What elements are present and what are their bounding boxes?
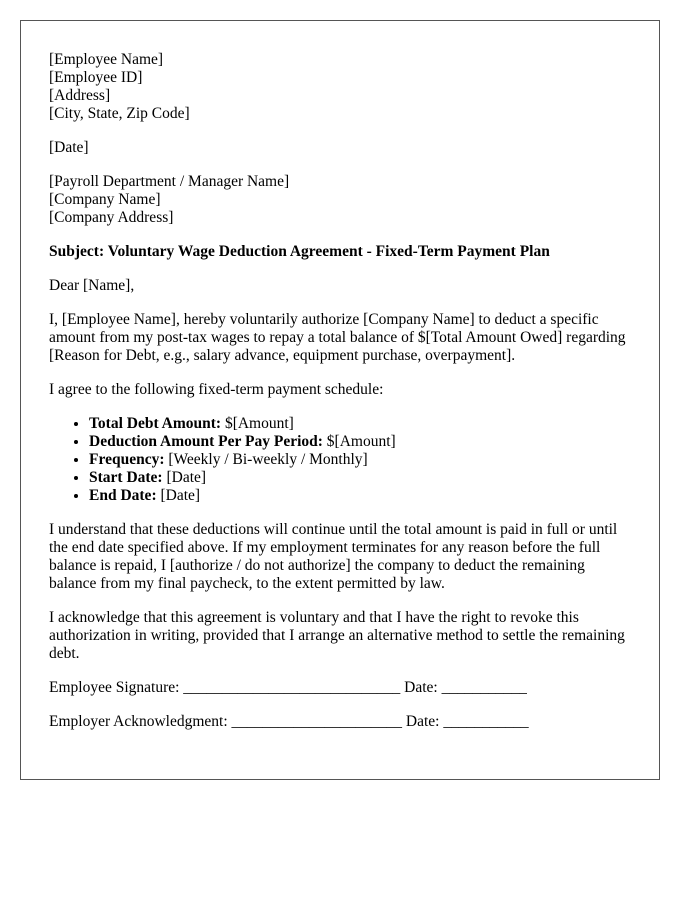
schedule-item-value: $[Amount]	[322, 433, 396, 450]
sender-address: [Address]	[49, 87, 111, 104]
schedule-item-value: $[Amount]	[221, 415, 294, 432]
schedule-item-label: Deduction Amount Per Pay Period:	[89, 433, 323, 450]
sender-id: [Employee ID]	[49, 69, 143, 86]
schedule-item-frequency	[89, 451, 631, 469]
sender-name: [Employee Name]	[49, 51, 164, 68]
employee-signature-line: Employee Signature: ____________________________ Date: ___________	[49, 679, 527, 696]
sender-city-state-zip: [City, State, Zip Code]	[49, 105, 190, 122]
termination-paragraph: I understand that these deductions will continue until the total amount is paid in full or until the end date specified above. If my employment terminates for any reason before the full balance is repaid, I [authorize / do not authorize] the company to deduct the remaining balance from my final paycheck, to the extent permitted by law.	[49, 521, 618, 592]
acknowledgment-paragraph: I acknowledge that this agreement is voluntary and that I have the right to revoke this authorization in writing, provided that I arrange an alternative method to settle the remaining debt.	[49, 609, 625, 662]
recipient-dept: [Payroll Department / Manager Name]	[49, 173, 290, 190]
schedule-item-total-debt	[89, 415, 631, 433]
schedule-item-deduction-amount	[89, 433, 631, 451]
authorization-paragraph: I, [Employee Name], hereby voluntarily authorize [Company Name] to deduct a specific amount from my post-tax wages to repay a total balance of $[Total Amount Owed] regarding [Reason for Debt, e.g., salary advance, equipment purchase, overpayment].	[49, 311, 626, 364]
schedule-list	[49, 415, 631, 505]
recipient-company: [Company Name]	[49, 191, 161, 208]
salutation: Dear [Name],	[49, 277, 135, 294]
schedule-item-start-date	[89, 469, 631, 487]
recipient-address: [Company Address]	[49, 209, 174, 226]
schedule-item-label: Total Debt Amount:	[89, 415, 222, 432]
sender-block	[49, 51, 631, 123]
schedule-item-label: Frequency:	[89, 451, 165, 468]
schedule-item-value: [Weekly / Bi-weekly / Monthly]	[164, 451, 368, 468]
schedule-intro: I agree to the following fixed-term payment schedule:	[49, 381, 384, 398]
schedule-item-value: [Date]	[162, 469, 207, 486]
employer-acknowledgment-line: Employer Acknowledgment: ______________________ Date: ___________	[49, 713, 529, 730]
letter-date: [Date]	[49, 139, 89, 156]
schedule-item-label: Start Date:	[89, 469, 163, 486]
schedule-item-end-date	[89, 487, 631, 505]
date-block	[49, 139, 631, 157]
schedule-item-label: End Date:	[89, 487, 157, 504]
recipient-block	[49, 173, 631, 227]
schedule-item-value: [Date]	[156, 487, 201, 504]
letter-page	[20, 20, 660, 780]
subject-line: Subject: Voluntary Wage Deduction Agreement - Fixed-Term Payment Plan	[49, 243, 550, 260]
